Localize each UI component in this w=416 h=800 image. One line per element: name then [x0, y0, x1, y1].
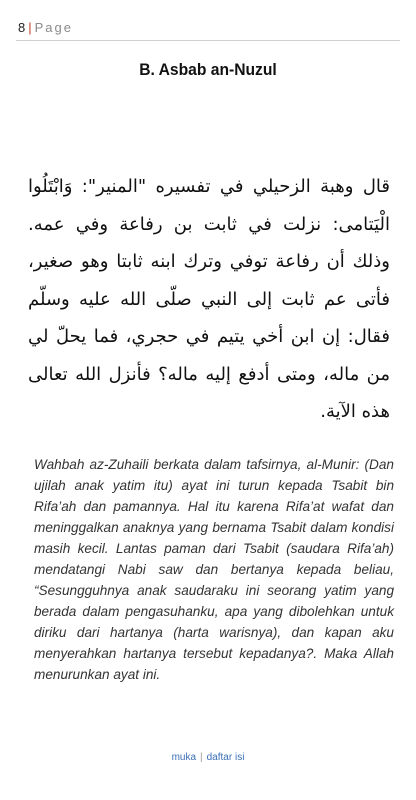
- header-divider: [16, 40, 400, 41]
- page-label: Page: [34, 20, 73, 35]
- table-of-contents-link[interactable]: daftar isi: [206, 752, 245, 763]
- footer-navigation: [0, 752, 416, 763]
- page-header: [18, 20, 73, 35]
- home-link[interactable]: muka: [171, 752, 197, 763]
- arabic-paragraph: قال وهبة الزحيلي في تفسيره "المنير": وَابْتَلُوا الْيَتامى: نزلت في ثابت بن رفاعة وفي عمه. وذلك أن رفاعة توفي وترك ابنه ثابتا وهو صغير، فأتى عم ثابت إلى النبي صلّى الله عليه وسلّم فقال: إن ابن أخي يتيم في حجري، فما يحلّ لي من ماله، ومتى أدفع إليه ماله؟ فأنزل الله تعالى هذه الآية.: [28, 176, 390, 422]
- page-number-separator: |: [28, 20, 32, 35]
- section-title: B. Asbab an-Nuzul: [139, 60, 277, 79]
- translation-paragraph: Wahbah az-Zuhaili berkata dalam tafsirnya, al-Munir: (Dan ujilah anak yatim itu) ayat ini turun kepada Tsabit bin Rifa’ah dan pamannya. Hal itu karena Rifa’at wafat dan meninggalkan anaknya yang bernama Tsabit dalam kondisi masih kecil. Lantas paman dari Tsabit (saudara Rifa’ah) mendatangi Nabi saw dan bertanya kepada beliau, “Sesungguhnya anak saudaraku ini seorang yatim yang berada dalam pengasuhanku, apa yang dibolehkan untuk diriku dari hartanya (harta warisnya), dan kapan aku menyerahkan hartanya tersebut kepadanya?. Maka Allah menurunkan ayat ini.: [34, 457, 394, 682]
- footer-separator: |: [200, 752, 203, 763]
- page-number: 8: [18, 20, 26, 35]
